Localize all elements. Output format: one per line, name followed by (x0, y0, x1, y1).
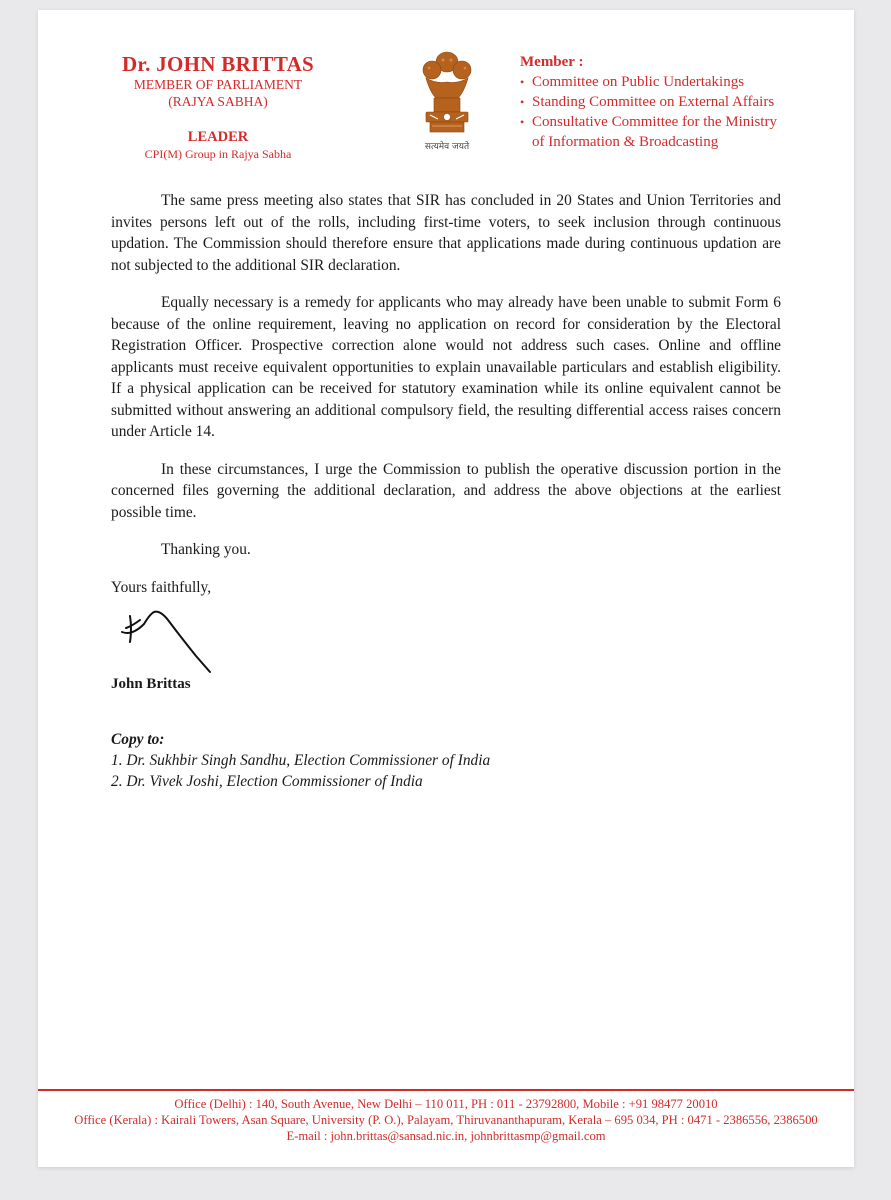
copy-to-heading: Copy to: (111, 731, 165, 748)
committee-item: • Standing Committee on External Affairs (520, 92, 840, 112)
leader-label: LEADER (187, 129, 249, 145)
party-group: CPI(M) Group in Rajya Sabha (144, 147, 292, 161)
letter-page (38, 10, 854, 1167)
body-paragraph: The same press meeting also states that SIR has concluded in 20 States and Union Territories and invites persons left out of the rolls, including first-time voters, to seek inclusion through continuous updation. The Commission should therefore ensure that applications made during continuous updation are not subjected to the additional SIR declaration. (111, 192, 781, 274)
copy-to-section (111, 729, 490, 792)
committee-item: • Committee on Public Undertakings (520, 72, 840, 92)
letterhead-right (520, 52, 840, 152)
body-paragraph: In these circumstances, I urge the Commission to publish the operative discussion portion in the concerned files governing the additional declaration, and address the above objections at the earliest possible time. (111, 460, 781, 521)
signer-name: John Brittas (111, 676, 191, 692)
closing-line: Yours faithfully, (111, 578, 212, 596)
thanks-line: Thanking you. (161, 541, 251, 558)
footer-divider (38, 1089, 854, 1091)
letterhead-left (98, 52, 338, 162)
footer (38, 1096, 854, 1144)
letter-body (111, 190, 781, 614)
mp-title-line2: (RAJYA SABHA) (168, 94, 268, 109)
mp-title-line1: MEMBER OF PARLIAMENT (133, 77, 303, 92)
footer-email: E-mail : john.brittas@sansad.nic.in, johnbrittasmp@gmail.com (286, 1129, 606, 1143)
member-heading: Member : (520, 54, 584, 70)
committee-item-continuation: of Information & Broadcasting (532, 134, 719, 150)
copy-to-item: 1. Dr. Sukhbir Singh Sandhu, Election Commissioner of India (111, 752, 491, 769)
body-paragraph: Equally necessary is a remedy for applicants who may already have been unable to submit Form 6 because of the online requirement, leaving no application on record for consideration by the Electoral Registration Officer. Prospective correction alone would not address such cases. Online and offline applicants must receive equivalent opportunities to explain unavailable particulars and establish eligibility. If a physical application can be received for statutory examination while its online equivalent cannot be submitted without answering an additional compulsory field, the resulting differential access raises concern under Article 14. (111, 294, 781, 440)
footer-kerala-office: Office (Kerala) : Kairali Towers, Asan Square, University (P. O.), Palayam, Thiruvananthapuram, Kerala – 695 034, PH : 0471 - 2386556, 2386500 (74, 1113, 818, 1127)
signature-image (118, 602, 218, 674)
footer-delhi-office: Office (Delhi) : 140, South Avenue, New Delhi – 110 011, PH : 011 - 23792800, Mobile : +91 98477 20010 (174, 1097, 718, 1111)
emblem-motto: सत्यमेव जयते (424, 142, 470, 152)
copy-to-item: 2. Dr. Vivek Joshi, Election Commissioner of India (111, 773, 423, 790)
committee-item: • Consultative Committee for the Ministry (520, 112, 840, 132)
committee-list (520, 72, 840, 152)
mp-name: Dr. JOHN BRITTAS (121, 52, 315, 76)
